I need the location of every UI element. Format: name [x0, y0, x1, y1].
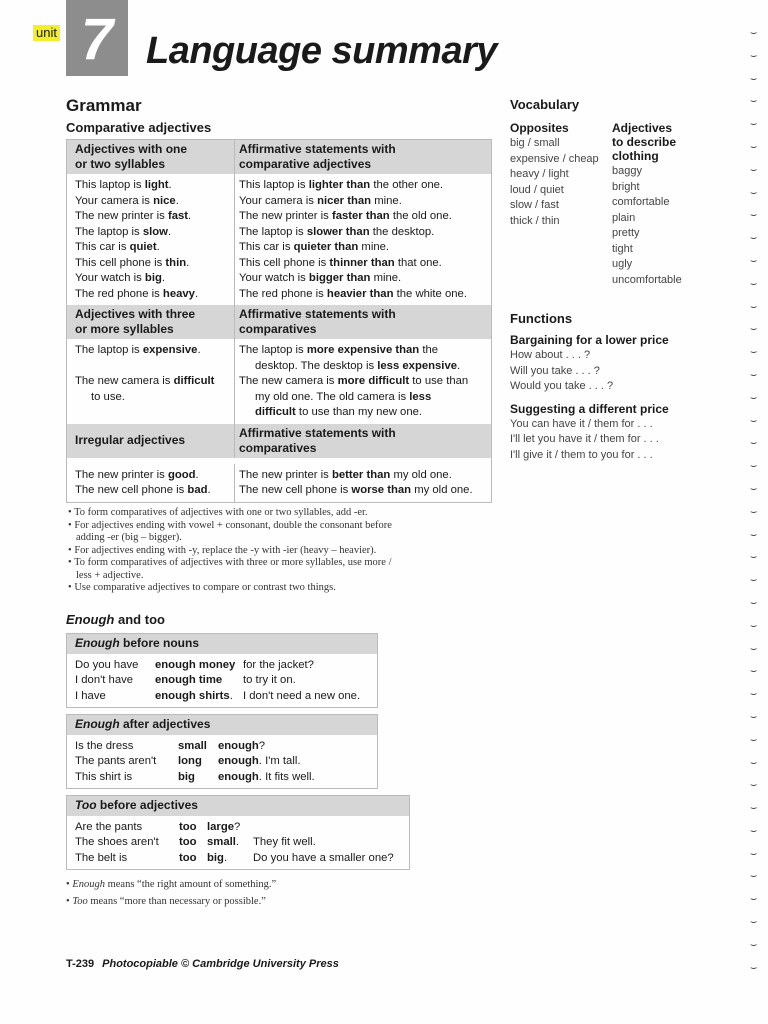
phrase-item: You can have it / them for . . . [510, 417, 653, 430]
note-item: adding -er (big – bigger). [76, 532, 182, 543]
example-sentence: to use. [91, 390, 125, 403]
spiral-ring-icon: ⌣ [750, 414, 758, 427]
note-item: • Too means “more than necessary or possible.” [66, 896, 266, 907]
example-sentence: This car is quieter than mine. [239, 241, 390, 253]
phrase-item: I'll let you have it / them for . . . [510, 433, 659, 445]
spiral-ring-icon: ⌣ [750, 961, 758, 974]
spiral-ring-icon: ⌣ [750, 916, 758, 929]
list-item: loud / quiet [510, 183, 564, 196]
list-item: slow / fast [510, 199, 559, 211]
copyright: Photocopiable © Cambridge University Press [102, 958, 339, 970]
spiral-ring-icon: ⌣ [750, 140, 758, 153]
page-title: Language summary [146, 30, 497, 72]
spiral-ring-icon: ⌣ [750, 391, 758, 404]
vocabulary-heading: Vocabulary [510, 97, 580, 112]
spiral-ring-icon: ⌣ [750, 49, 758, 62]
list-item: expensive / cheap [510, 152, 599, 165]
spiral-ring-icon: ⌣ [750, 300, 758, 313]
example-sentence: The new camera is difficult [75, 375, 215, 387]
example-sentence: The new printer is better than my old one. [239, 468, 452, 481]
page-number: T-239 [66, 958, 95, 970]
example-sentence: This cell phone is thinner than that one. [239, 256, 442, 269]
enough-after-adjectives-table [66, 714, 378, 789]
header-text: Affirmative statements with [239, 425, 396, 440]
list-item: plain [612, 211, 636, 224]
spiral-ring-icon: ⌣ [750, 893, 758, 906]
spiral-ring-icon: ⌣ [750, 710, 758, 723]
table-row: Do you have enough money for the jacket? [75, 658, 314, 671]
list-item: bright [612, 180, 640, 193]
example-sentence: Your watch is bigger than mine. [239, 272, 402, 284]
comparative-table [66, 139, 492, 503]
grammar-notes [66, 507, 456, 595]
list-item: uncomfortable [612, 273, 682, 286]
header-text: Irregular adjectives [75, 432, 186, 447]
table-body [67, 339, 491, 424]
table-header: Enough before nouns [67, 634, 377, 654]
spiral-ring-icon: ⌣ [750, 938, 758, 951]
spiral-ring-icon: ⌣ [750, 232, 758, 245]
spiral-ring-icon: ⌣ [750, 186, 758, 199]
table-header: Too before adjectives [67, 796, 409, 816]
spiral-ring-icon: ⌣ [750, 688, 758, 701]
header-text: comparative adjectives [239, 157, 372, 171]
list-item: comfortable [612, 196, 670, 208]
example-sentence: The red phone is heavier than the white one. [239, 287, 467, 300]
phrase-item: Will you take . . . ? [510, 364, 600, 377]
example-sentence: The new printer is fast. [75, 210, 192, 222]
note-item: • Enough means “the right amount of something.” [66, 879, 277, 890]
spiral-ring-icon: ⌣ [750, 824, 758, 837]
example-sentence: The new cell phone is worse than my old one. [239, 484, 473, 496]
example-sentence: The new camera is more difficult to use than [239, 375, 469, 387]
example-sentence: The laptop is slower than the desktop. [239, 225, 435, 238]
example-sentence: Your camera is nice. [75, 194, 179, 207]
spiral-ring-icon: ⌣ [750, 802, 758, 815]
bargain-heading: Bargaining for a lower price [510, 333, 669, 347]
spiral-binding [750, 22, 760, 979]
example-sentence: The laptop is slow. [75, 225, 172, 238]
spiral-ring-icon: ⌣ [750, 574, 758, 587]
note-item: • To form comparatives of adjectives with three or more syllables, use more / [68, 557, 392, 568]
phrase-item: Would you take . . . ? [510, 380, 614, 392]
spiral-ring-icon: ⌣ [750, 482, 758, 495]
note-item: less + adjective. [76, 569, 144, 581]
header-text: or more syllables [75, 322, 174, 336]
example-sentence: desktop. The desktop is less expensive. [255, 359, 461, 372]
table-row: Are the pants too large? [75, 820, 241, 833]
spiral-ring-icon: ⌣ [750, 528, 758, 541]
table-body [67, 174, 491, 305]
spiral-ring-icon: ⌣ [750, 437, 758, 450]
spiral-ring-icon: ⌣ [750, 209, 758, 222]
header-text: or two syllables [75, 157, 166, 171]
example-sentence: The laptop is more expensive than the [239, 344, 439, 356]
spiral-ring-icon: ⌣ [750, 870, 758, 883]
clothing-heading: Adjectives to describe clothing [612, 121, 677, 163]
spiral-ring-icon: ⌣ [750, 277, 758, 290]
list-item: pretty [612, 227, 640, 239]
unit-number: 7 [66, 0, 128, 76]
table-header: Enough after adjectives [67, 715, 377, 735]
example-sentence: This cell phone is thin. [75, 256, 190, 269]
opposites-list [510, 121, 608, 229]
spiral-ring-icon: ⌣ [750, 346, 758, 359]
spiral-ring-icon: ⌣ [750, 619, 758, 632]
enough-too-heading: Enough and too [66, 612, 165, 627]
too-before-adjectives-table [66, 795, 410, 870]
spiral-ring-icon: ⌣ [750, 254, 758, 267]
spiral-ring-icon: ⌣ [750, 27, 758, 39]
header-text: comparatives [239, 322, 317, 336]
header-text: comparatives [239, 440, 317, 455]
table-row: The pants aren't long enough . I'm tall. [75, 755, 301, 767]
spiral-ring-icon: ⌣ [750, 551, 758, 564]
header-text: Affirmative statements with [239, 142, 396, 156]
grammar-heading: Grammar [66, 96, 142, 115]
spiral-ring-icon: ⌣ [750, 460, 758, 473]
example-sentence: my old one. The old camera is less [255, 390, 432, 403]
spiral-ring-icon: ⌣ [750, 756, 758, 769]
example-sentence: The new cell phone is bad. [75, 484, 211, 496]
note-item: • Use comparative adjectives to compare or contrast two things. [68, 582, 336, 593]
list-item: big / small [510, 137, 560, 149]
spiral-ring-icon: ⌣ [750, 505, 758, 518]
table-row: The belt is too big. Do you have a smaller one? [75, 851, 394, 864]
note-item: • For adjectives ending with -y, replace the -y with -ier (heavy – heavier). [68, 544, 377, 556]
header-text: Adjectives with three [75, 307, 196, 321]
table-row: I have enough shirts. I don't need a new one. [75, 689, 361, 702]
clothing-adjectives-list [612, 121, 712, 288]
spiral-ring-icon: ⌣ [750, 779, 758, 792]
spiral-ring-icon: ⌣ [750, 368, 758, 381]
list-item: baggy [612, 165, 642, 177]
table-row: I don't have enough time to try it on. [75, 674, 296, 686]
spiral-ring-icon: ⌣ [750, 118, 758, 131]
example-sentence: Your watch is big. [75, 272, 166, 284]
spiral-ring-icon: ⌣ [750, 665, 758, 678]
functions-heading: Functions [510, 311, 573, 326]
example-sentence: The red phone is heavy. [75, 287, 199, 300]
spiral-ring-icon: ⌣ [750, 72, 758, 85]
note-item: • To form comparatives of adjectives with one or two syllables, add -er. [68, 507, 368, 518]
spiral-ring-icon: ⌣ [750, 95, 758, 108]
header-text: Affirmative statements with [239, 307, 396, 321]
comparative-heading: Comparative adjectives [66, 120, 212, 135]
enough-too-notes [66, 876, 276, 910]
spiral-ring-icon: ⌣ [750, 733, 758, 746]
list-item: tight [612, 242, 633, 255]
functions-list [510, 333, 710, 463]
example-sentence: Your camera is nicer than mine. [239, 194, 402, 207]
table-header [67, 424, 491, 458]
header-text: Adjectives with one [75, 142, 188, 156]
phrase-item: I'll give it / them to you for . . . [510, 448, 653, 461]
example-sentence: This car is quiet. [75, 241, 160, 253]
example-sentence: The new printer is faster than the old one. [239, 210, 452, 222]
suggest-heading: Suggesting a different price [510, 401, 669, 416]
example-sentence: The laptop is expensive. [75, 344, 201, 356]
spiral-ring-icon: ⌣ [750, 323, 758, 336]
unit-label: unit [33, 25, 60, 41]
spiral-ring-icon: ⌣ [750, 163, 758, 176]
table-body [67, 458, 491, 502]
example-sentence: This laptop is lighter than the other one. [239, 179, 444, 191]
list-item: heavy / light [510, 168, 569, 180]
example-sentence: difficult to use than my new one. [255, 406, 423, 418]
table-header [67, 305, 491, 339]
spiral-ring-icon: ⌣ [750, 596, 758, 609]
note-item: • For adjectives ending with vowel + consonant, double the consonant before [68, 519, 392, 531]
spiral-ring-icon: ⌣ [750, 847, 758, 860]
table-row: Is the dress small enough ? [75, 739, 266, 752]
example-sentence: The new printer is good. [75, 468, 199, 481]
example-sentence: This laptop is light. [75, 179, 172, 191]
table-row: The shoes aren't too small. They fit well. [75, 836, 316, 848]
opposites-heading: Opposites [510, 121, 569, 135]
table-header [67, 140, 491, 174]
phrase-item: How about . . . ? [510, 349, 591, 361]
list-item: thick / thin [510, 214, 560, 227]
page-footer [66, 958, 339, 970]
spiral-ring-icon: ⌣ [750, 642, 758, 655]
table-row: This shirt is big enough . It fits well. [75, 770, 315, 783]
enough-before-nouns-table [66, 633, 378, 708]
list-item: ugly [612, 258, 633, 270]
